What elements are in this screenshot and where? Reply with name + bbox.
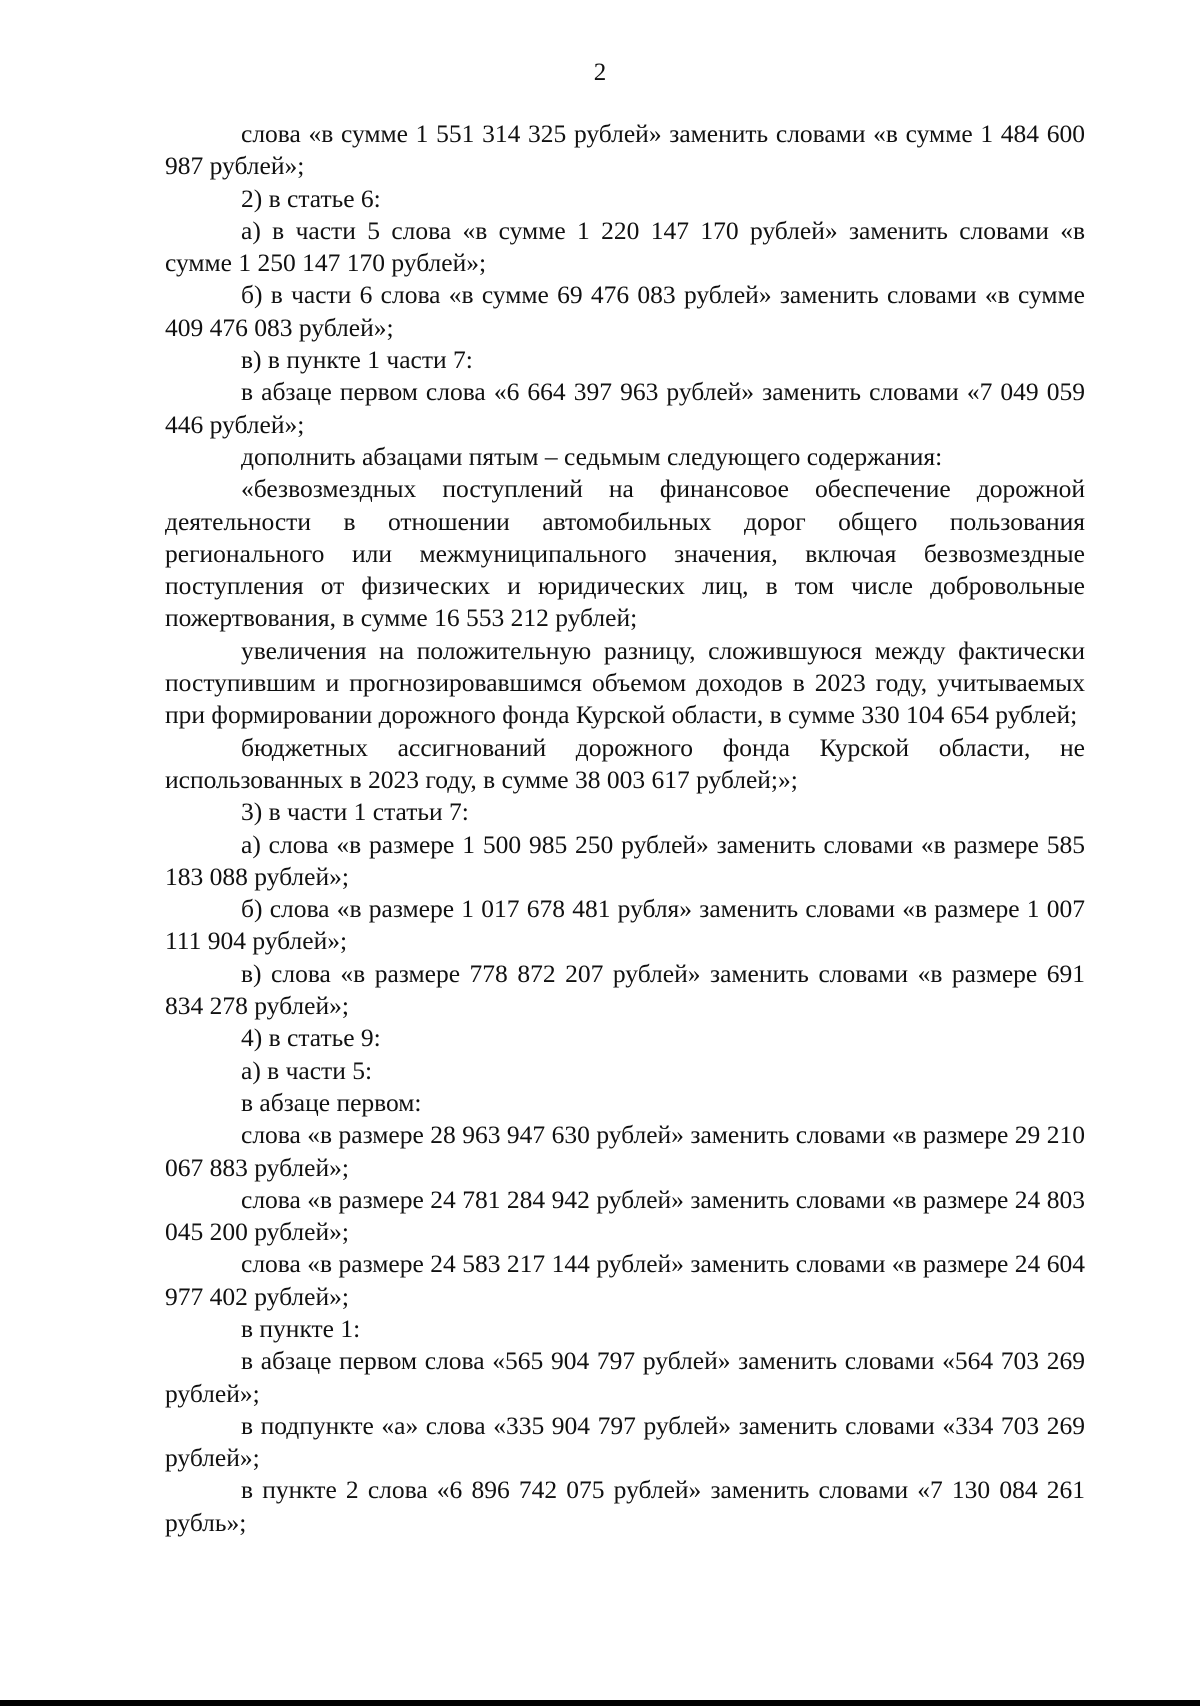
paragraph: б) в части 6 слова «в сумме 69 476 083 рублей» заменить словами «в сумме 409 476 083 рублей»; (165, 280, 1085, 342)
paragraph: «безвозмездных поступлений на финансовое обеспечение дорожной деятельности в отношении автомобильных дорог общего пользования регионального или межмуниципального значения, включая безвозмездные поступления от физических и юридических лиц, в том числе добровольные пожертвования, в сумме 16 553 212 рублей; (165, 474, 1085, 633)
paragraph: а) в части 5 слова «в сумме 1 220 147 170 рублей» заменить словами «в сумме 1 250 147 170 рублей»; (165, 215, 1085, 278)
paragraph: в подпункте «а» слова «335 904 797 рублей» заменить словами «334 703 269 рублей»; (165, 1410, 1085, 1473)
paragraph: а) в части 5: (241, 1055, 373, 1085)
paragraph: в абзаце первом слова «565 904 797 рублей» заменить словами «564 703 269 рублей»; (165, 1346, 1085, 1408)
paragraph: слова «в размере 24 583 217 144 рублей» заменить словами «в размере 24 604 977 402 рублей»; (165, 1249, 1085, 1311)
page-number: 2 (593, 59, 607, 86)
scan-edge-line (0, 1700, 1200, 1706)
paragraph: 3) в части 1 статьи 7: (241, 797, 469, 827)
paragraph: дополнить абзацами пятым – седьмым следующего содержания: (241, 441, 943, 471)
paragraph: слова «в размере 28 963 947 630 рублей» заменить словами «в размере 29 210 067 883 рублей»; (165, 1120, 1085, 1182)
paragraph: в абзаце первом слова «6 664 397 963 рублей» заменить словами «7 049 059 446 рублей»; (165, 377, 1085, 439)
paragraph: в абзаце первом: (241, 1087, 422, 1117)
paragraph: увеличения на положительную разницу, сложившуюся между фактически поступившим и прогнозировавшимся объемом доходов в 2023 году, учитываемых при формировании дорожного фонда Курской области, в сумме 330 104 654 рублей; (165, 635, 1085, 730)
paragraph: в пункте 1: (241, 1313, 361, 1343)
paragraph: а) слова «в размере 1 500 985 250 рублей» заменить словами «в размере 585 183 088 рублей»; (165, 829, 1085, 891)
paragraph: 4) в статье 9: (241, 1023, 381, 1053)
paragraph: 2) в статье 6: (241, 183, 381, 213)
paragraph: в) в пункте 1 части 7: (241, 345, 473, 375)
paragraph: слова «в размере 24 781 284 942 рублей» заменить словами «в размере 24 803 045 200 рублей»; (165, 1184, 1085, 1247)
paragraph: бюджетных ассигнований дорожного фонда Курской области, не использованных в 2023 году, в сумме 38 003 617 рублей;»; (165, 732, 1085, 794)
paragraph: в пункте 2 слова «6 896 742 075 рублей» заменить словами «7 130 084 261 рубль»; (165, 1475, 1085, 1537)
paragraph: б) слова «в размере 1 017 678 481 рубля» заменить словами «в размере 1 007 111 904 рублей»; (165, 894, 1085, 956)
paragraph: в) слова «в размере 778 872 207 рублей» заменить словами «в размере 691 834 278 рублей»; (165, 958, 1085, 1021)
document-body (165, 118, 1085, 1539)
paragraph: слова «в сумме 1 551 314 325 рублей» заменить словами «в сумме 1 484 600 987 рублей»; (165, 119, 1085, 181)
